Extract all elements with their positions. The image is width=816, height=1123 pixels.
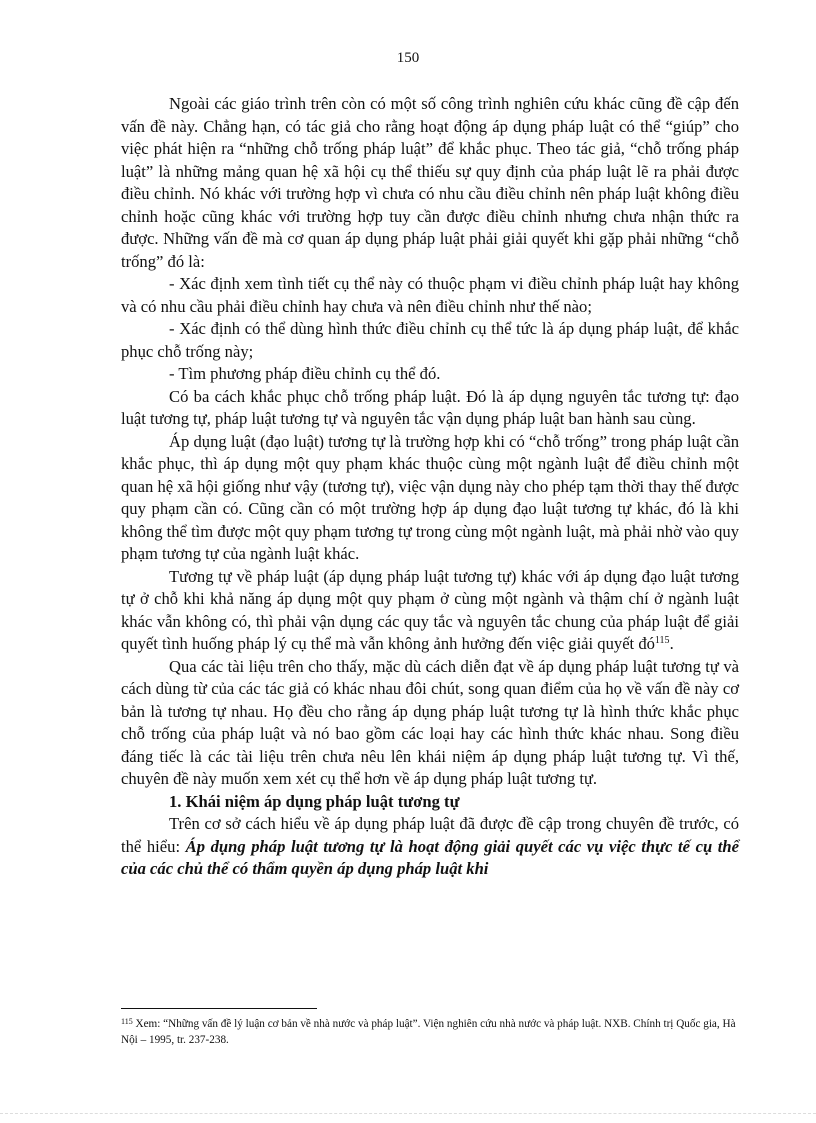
bullet-item: - Xác định xem tình tiết cụ thể này có thuộc phạm vi điều chỉnh pháp luật hay không và có nhu cầu phải điều chỉnh hay chưa và nên điều chỉnh như thế nào;: [121, 274, 739, 316]
bullet-item: - Xác định có thể dùng hình thức điều chỉnh cụ thể tức là áp dụng pháp luật, để khắc phục chỗ trống này;: [121, 319, 739, 361]
footnote-reference[interactable]: 115: [654, 635, 670, 646]
paragraph-text: Tương tự về pháp luật (áp dụng pháp luật tương tự) khác với áp dụng đạo luật tương tự ở chỗ khi khả năng áp dụng một quy phạm ở cùng một ngành và thậm chí ở ngành luật khác vẫn không có, thì phải vận dụng các quy tắc và nguyên tắc chung của pháp luật để giải quyết tình huống pháp lý cụ thể mà vẫn không ảnh hưởng đến việc giải quyết đó: [121, 566, 739, 653]
section-heading: 1. Khái niệm áp dụng pháp luật tương tự: [169, 791, 460, 811]
footnote: [121, 1016, 739, 1048]
page-number: 150: [396, 50, 420, 66]
paragraph-text: Trên cơ sở cách hiểu về áp dụng pháp luật đã được đề cập trong chuyên đề trước, có thể hiểu:: [121, 814, 739, 856]
footnote-separator: [121, 1008, 317, 1009]
body-text: [121, 93, 739, 881]
paragraph: [121, 813, 739, 881]
page-bottom-edge: [0, 1113, 816, 1114]
footnote-text: Xem: “Những vấn đề lý luận cơ bản về nhà nước và pháp luật”. Viện nghiên cứu nhà nước và pháp luật. NXB. Chính trị Quốc gia, Hà Nội – 1995, tr. 237-238.: [121, 1018, 736, 1046]
paragraph: Có ba cách khắc phục chỗ trống pháp luật. Đó là áp dụng nguyên tắc tương tự: đạo luật tương tự, pháp luật tương tự và nguyên tắc vận dụng pháp luật ban hành sau cùng.: [121, 386, 739, 428]
paragraph-end: .: [669, 634, 674, 653]
paragraph: Áp dụng luật (đạo luật) tương tự là trường hợp khi có “chỗ trống” trong pháp luật cần khắc phục, thì áp dụng một quy phạm khác thuộc cùng một ngành luật để điều chỉnh một quan hệ xã hội giống như vậy (tương tự), việc vận dụng này cho phép tạm thời thay thế được quy phạm cần có. Cũng cần có một trường hợp áp dụng đạo luật tương tự khác, đó là khi không thể tìm được một quy phạm tương tự trong cùng một ngành luật, mà phải nhờ vào quy phạm tương tự của ngành luật khác.: [121, 431, 739, 563]
definition-emphasis: Áp dụng pháp luật tương tự là hoạt động giải quyết các vụ việc thực tế cụ thể của các chủ thể có thẩm quyền áp dụng pháp luật khi: [121, 836, 739, 878]
paragraph: Qua các tài liệu trên cho thấy, mặc dù cách diễn đạt về áp dụng pháp luật tương tự và cách dùng từ của các tác giả có khác nhau đôi chút, song quan điểm của họ về vấn đề này cơ bản là tương tự nhau. Họ đều cho rằng áp dụng pháp luật tương tự là hình thức khắc phục chỗ trống của pháp luật và nó bao gồm các loại hay các hình thức khác nhau. Song điều đáng tiếc là các tài liệu trên chưa nêu lên khái niệm áp dụng pháp luật tương tự. Vì thế, chuyên đề này muốn xem xét cụ thể hơn về áp dụng pháp luật tương tự.: [121, 656, 739, 788]
paragraph: [121, 566, 739, 656]
bullet-item: - Tìm phương pháp điều chỉnh cụ thể đó.: [169, 364, 441, 383]
paragraph: Ngoài các giáo trình trên còn có một số công trình nghiên cứu khác cũng đề cập đến vấn đề này. Chẳng hạn, có tác giả cho rằng hoạt động áp dụng pháp luật có thể “giúp” cho việc phát hiện ra “những chỗ trống pháp luật” để khắc phục. Theo tác giả, “chỗ trống pháp luật” là những mảng quan hệ xã hội cụ thể thiếu sự quy định của pháp luật lẽ ra phải được điều chỉnh. Nó khác với trường hợp vì chưa có nhu cầu điều chỉnh nên pháp luật không điều chỉnh hoặc cũng khác với trường hợp tuy cần được điều chỉnh nhưng chưa nhận thức ra được. Những vấn đề mà cơ quan áp dụng pháp luật phải giải quyết khi gặp phải những “chỗ trống” đó là:: [121, 94, 739, 271]
footnote-number: 115: [121, 1017, 133, 1026]
